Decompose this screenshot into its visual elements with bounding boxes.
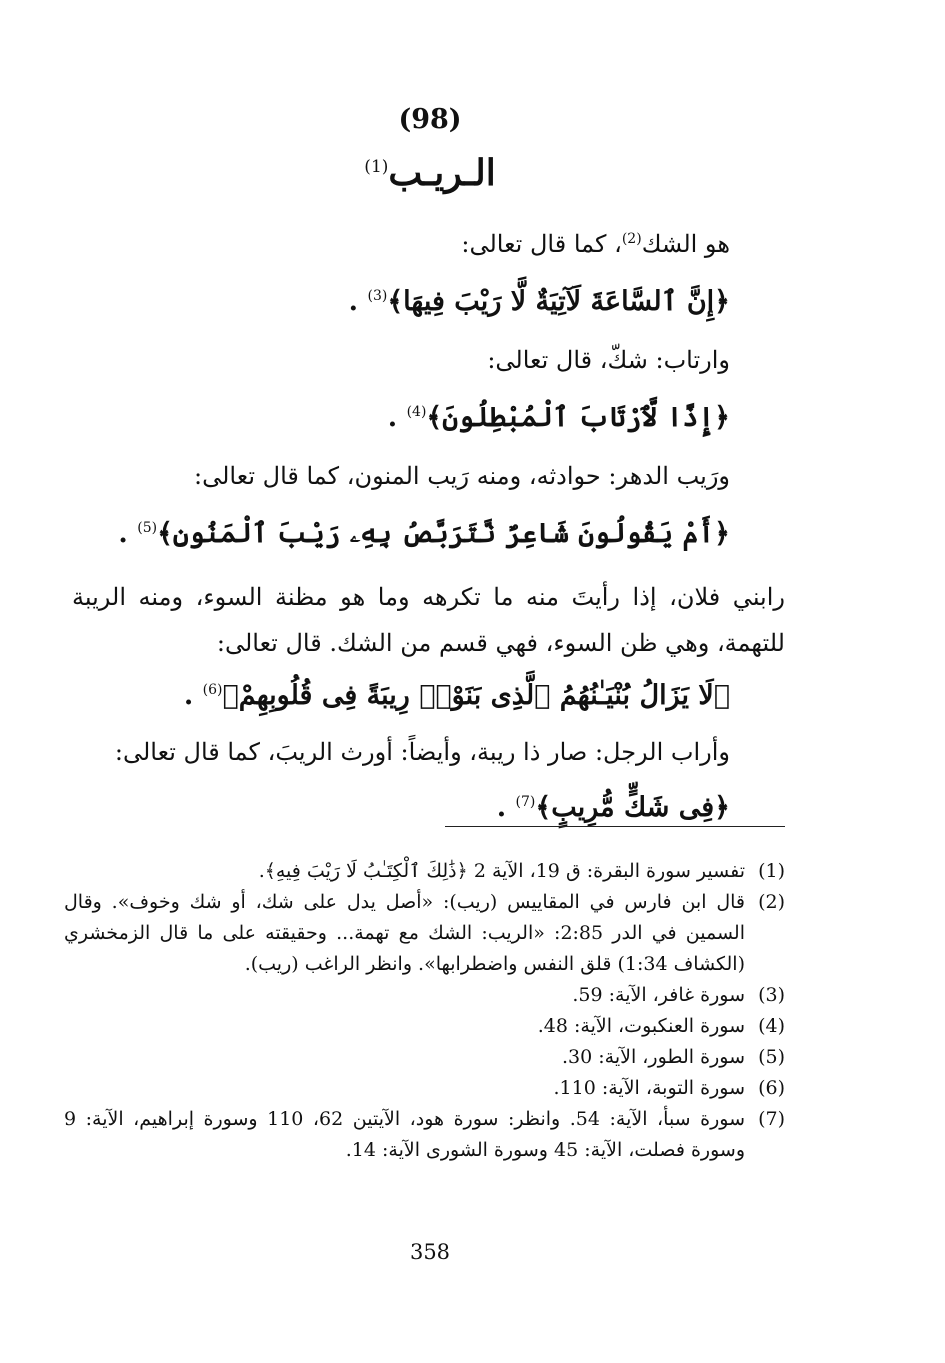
period: . <box>183 680 194 711</box>
footnote-item <box>64 1011 785 1042</box>
period: . <box>387 402 398 433</box>
verse-text: ﴿أَمْ يَقُولُونَ شَاعِرٌ نَّتَرَبَّصُ بِهِۦ رَيْبَ ٱلْمَنُونِ﴾ <box>157 518 730 549</box>
quran-verse-5 <box>497 792 730 823</box>
footnote-number: (3) <box>758 984 785 1006</box>
footnote-item <box>64 1042 785 1073</box>
footnote-item <box>64 980 785 1011</box>
definition-text-end: ، كما قال تعالى: <box>461 230 622 258</box>
footnote-ref: (4) <box>406 404 427 420</box>
footnote-divider <box>445 826 785 827</box>
footnote-item <box>64 887 785 980</box>
period: . <box>496 792 507 823</box>
page-number: 358 <box>409 1240 451 1264</box>
footnote-ref: (6) <box>202 682 223 698</box>
footnote-text: تفسير سورة البقرة: ق 19، الآية 2 ﴿ذَٰلِكَ ٱلْكِتَـٰبُ لَا رَيْبَ فِيهِ﴾. <box>258 860 745 882</box>
footnote-number: (4) <box>758 1015 785 1037</box>
definition-line: وارتاب: شكّ، قال تعالى: <box>487 346 730 374</box>
footnote-text: سورة غافر، الآية: 59. <box>572 984 745 1006</box>
definition-line: وأراب الرجل: صار ذا ريبة، وأيضاً: أورث الريبَ، كما قال تعالى: <box>114 738 730 766</box>
footnotes <box>64 856 785 1166</box>
footnote-number: (2) <box>758 891 785 913</box>
definition-paragraph: رابني فلان، إذا رأيتَ منه ما تكرهه وما هو مظنة السوء، ومنه الريبة للتهمة، وهي ظن السوء، فهي قسم من الشك. قال تعالى: <box>72 583 785 657</box>
quran-verse-4 <box>184 680 730 711</box>
footnote-number: (7) <box>758 1108 785 1130</box>
definition-line <box>461 230 730 258</box>
entry-number: (98) <box>398 104 462 135</box>
title-text: الـريـب <box>388 152 496 194</box>
footnote-item <box>64 1073 785 1104</box>
footnote-text: سورة التوبة، الآية: 110. <box>553 1077 745 1099</box>
footnote-number: (5) <box>758 1046 785 1068</box>
definition-text: هو الشك <box>641 230 730 258</box>
footnote-ref: (7) <box>515 794 536 810</box>
quran-verse-2 <box>388 402 730 433</box>
period: . <box>118 518 128 549</box>
footnote-text: سورة الطور، الآية: 30. <box>562 1046 745 1068</box>
entry-title <box>0 152 860 194</box>
quran-verse-3 <box>118 518 730 550</box>
footnote-text: سورة العنكبوت، الآية: 48. <box>537 1015 745 1037</box>
verse-text: ﴿لَا يَزَالُ بُنْيَـٰنُهُمُ ٱلَّذِى بَنَوْا۟ رِيبَةً فِى قُلُوبِهِمْ﴾ <box>222 680 730 711</box>
footnote-item <box>64 1104 785 1166</box>
footnote-number: (6) <box>758 1077 785 1099</box>
footnote-item <box>64 856 785 887</box>
footnote-ref: (5) <box>137 520 158 536</box>
verse-text: ﴿إِذًا لَّٱرْتَابَ ٱلْمُبْطِلُونَ﴾ <box>426 402 730 433</box>
footnote-text: سورة سبأ، الآية: 54. وانظر: سورة هود، الآيتين 62، 110 وسورة إبراهيم، الآية: 9 وسورة فصلت، الآية: 45 وسورة الشورى الآية: 14. <box>64 1108 745 1161</box>
quran-verse-1 <box>349 286 730 317</box>
footnote-ref: (2) <box>621 231 642 247</box>
verse-text: ﴿إِنَّ ٱلسَّاعَةَ لَآتِيَةٌ لَّا رَيْبَ فِيهَا﴾ <box>387 286 730 317</box>
period: . <box>348 286 359 317</box>
footnote-text: قال ابن فارس في المقاييس (ريب): «أصل يدل على شك، أو شك وخوف». وقال السمين في الدر 2:85: «الريب: الشك مع تهمة... وحقيقته على ما قال الزمخشري (الكشاف 1:34) قلق النفس واضطرابها». وانظر الراغب (ريب). <box>64 891 745 975</box>
verse-text: ﴿فِى شَكٍّ مُّرِيبٍ﴾ <box>535 792 730 823</box>
title-footnote-ref: (1) <box>364 157 389 177</box>
footnote-number: (1) <box>758 860 785 882</box>
footnote-ref: (3) <box>367 288 388 304</box>
definition-line: ورَيب الدهر: حوادثه، ومنه رَيب المنون، كما قال تعالى: <box>194 462 730 490</box>
